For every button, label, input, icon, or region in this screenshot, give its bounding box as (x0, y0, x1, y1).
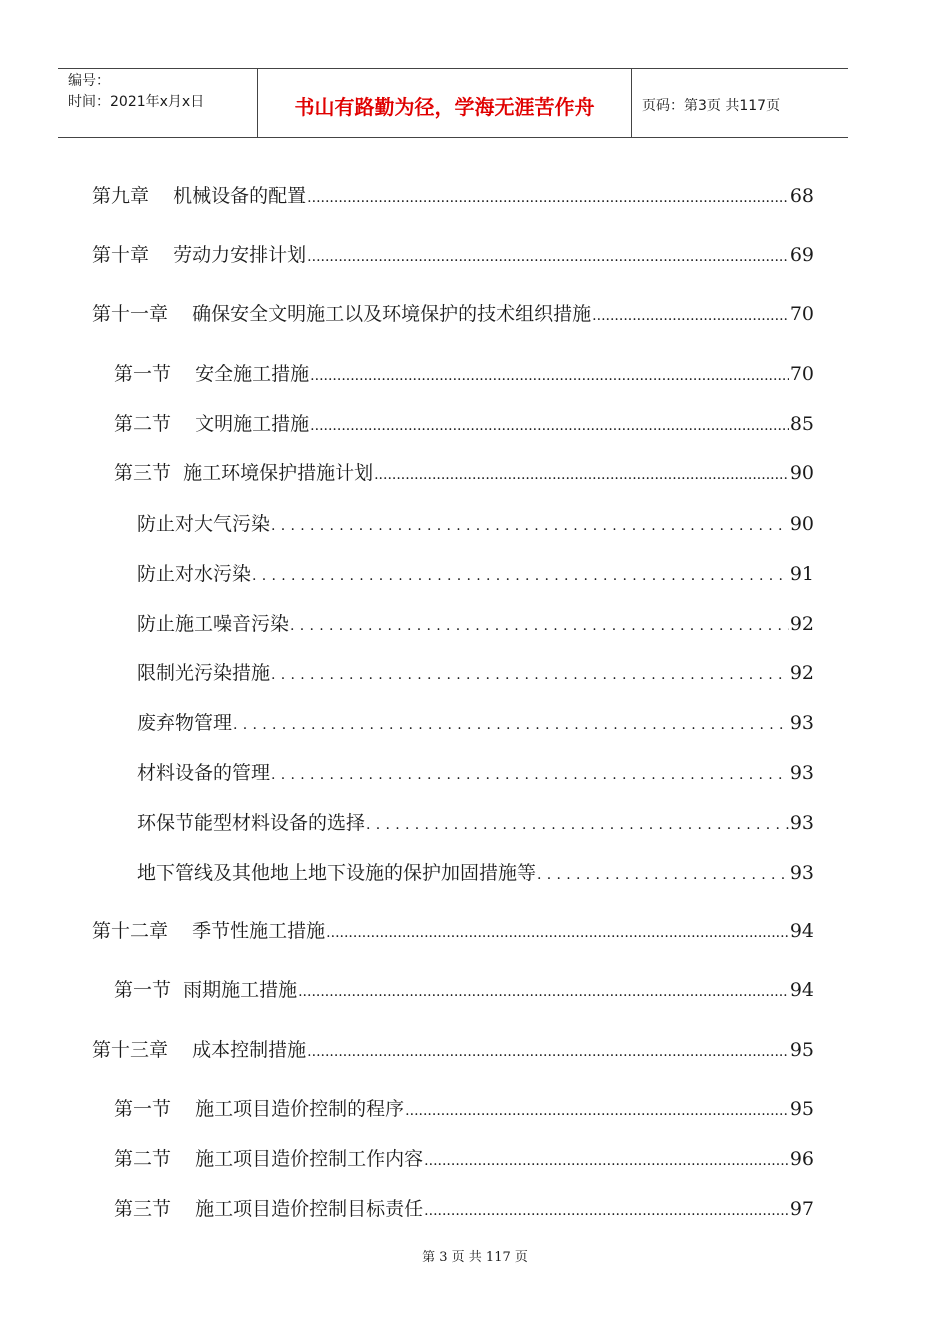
toc-dot-leader (252, 568, 789, 584)
toc-entry-page: 90 (789, 462, 814, 484)
toc-dot-leader (374, 467, 789, 483)
toc-entry-title: 第十一章 确保安全文明施工以及环境保护的技术组织措施 (92, 303, 592, 325)
toc-dot-leader (537, 867, 789, 883)
toc-entry-title: 第三节 施工项目造价控制目标责任 (114, 1198, 424, 1220)
toc-entry[interactable] (92, 1035, 814, 1061)
toc-entry-page: 93 (789, 762, 814, 784)
page-footer: 第 3 页 共 117 页 (422, 1250, 528, 1265)
toc-entry-page: 97 (789, 1198, 814, 1220)
toc-entry[interactable] (137, 708, 814, 734)
toc-dot-leader (424, 1203, 789, 1219)
toc-entry-title: 防止施工噪音污染 (137, 613, 290, 635)
toc-entry-title: 第一节 安全施工措施 (114, 363, 310, 385)
toc-entry[interactable] (137, 808, 814, 834)
toc-entry-page: 68 (789, 185, 814, 207)
toc-entry-page: 70 (789, 363, 814, 385)
toc-entry-page: 96 (789, 1148, 814, 1170)
toc-entry-title: 第二节 文明施工措施 (114, 413, 310, 435)
toc-entry[interactable] (137, 858, 814, 884)
header-meta (58, 69, 258, 137)
toc-entry[interactable] (137, 559, 814, 585)
toc-entry-page: 70 (789, 303, 814, 325)
toc-dot-leader (424, 1153, 789, 1169)
toc-entry-page: 93 (789, 862, 814, 884)
toc-dot-leader (592, 308, 789, 324)
toc-entry-title: 废弃物管理 (137, 712, 233, 734)
toc-entry[interactable] (92, 299, 814, 325)
toc-entry-page: 90 (789, 513, 814, 535)
toc-entry-title: 第一节 雨期施工措施 (114, 979, 298, 1001)
toc-dot-leader (366, 817, 789, 833)
toc-entry[interactable] (114, 458, 814, 484)
toc-entry-title: 第十三章 成本控制措施 (92, 1039, 307, 1061)
toc-dot-leader (271, 667, 789, 683)
toc-entry-page: 93 (789, 712, 814, 734)
toc-entry[interactable] (114, 975, 814, 1001)
header-motto: 书山有路勤为径，学海无涯苦作舟 (258, 69, 632, 137)
toc-entry-title: 第三节 施工环境保护措施计划 (114, 462, 374, 484)
toc-dot-leader (271, 767, 789, 783)
toc-entry[interactable] (114, 1194, 814, 1220)
toc-entry-page: 94 (789, 920, 814, 942)
toc-entry-page: 85 (789, 413, 814, 435)
toc-entry-page: 69 (789, 244, 814, 266)
toc-entry-page: 92 (789, 662, 814, 684)
toc-dot-leader (326, 925, 789, 941)
toc-entry-title: 第十二章 季节性施工措施 (92, 920, 326, 942)
page-header (58, 68, 848, 138)
toc-entry-page: 95 (789, 1098, 814, 1120)
toc-dot-leader (290, 618, 789, 634)
toc-dot-leader (310, 368, 789, 384)
toc-entry-title: 第十章 劳动力安排计划 (92, 244, 307, 266)
document-number-label: 编号： (68, 73, 110, 89)
toc-dot-leader (307, 249, 789, 265)
toc-entry[interactable] (92, 240, 814, 266)
header-page-label: 页码：第3页 共117页 (642, 98, 781, 114)
toc-entry[interactable] (137, 658, 814, 684)
toc-entry-title: 第一节 施工项目造价控制的程序 (114, 1098, 405, 1120)
toc-entry-title: 环保节能型材料设备的选择 (137, 812, 366, 834)
toc-entry[interactable] (137, 609, 814, 635)
toc-entry[interactable] (137, 509, 814, 535)
toc-entry[interactable] (137, 758, 814, 784)
toc-dot-leader (271, 518, 789, 534)
toc-entry-page: 92 (789, 613, 814, 635)
toc-entry[interactable] (114, 409, 814, 435)
toc-entry-page: 91 (789, 563, 814, 585)
toc-entry[interactable] (92, 916, 814, 942)
toc-entry[interactable] (114, 1144, 814, 1170)
toc-dot-leader (310, 418, 789, 434)
toc-dot-leader (307, 190, 789, 206)
toc-entry-page: 94 (789, 979, 814, 1001)
toc-entry-title: 地下管线及其他地上地下设施的保护加固措施等 (137, 862, 537, 884)
toc-dot-leader (307, 1044, 789, 1060)
toc-dot-leader (405, 1103, 789, 1119)
toc-entry-page: 95 (789, 1039, 814, 1061)
toc-dot-leader (298, 984, 789, 1000)
document-time-label: 时间：2021年x月x日 (68, 94, 205, 110)
toc-entry[interactable] (114, 359, 814, 385)
toc-entry[interactable] (114, 1094, 814, 1120)
toc-entry-title: 第二节 施工项目造价控制工作内容 (114, 1148, 424, 1170)
toc-entry-page: 93 (789, 812, 814, 834)
toc-entry[interactable] (92, 181, 814, 207)
toc-entry-title: 第九章 机械设备的配置 (92, 185, 307, 207)
toc-entry-title: 材料设备的管理 (137, 762, 271, 784)
toc-entry-title: 限制光污染措施 (137, 662, 271, 684)
toc-entry-title: 防止对大气污染 (137, 513, 271, 535)
toc-dot-leader (233, 717, 789, 733)
toc-entry-title: 防止对水污染 (137, 563, 252, 585)
